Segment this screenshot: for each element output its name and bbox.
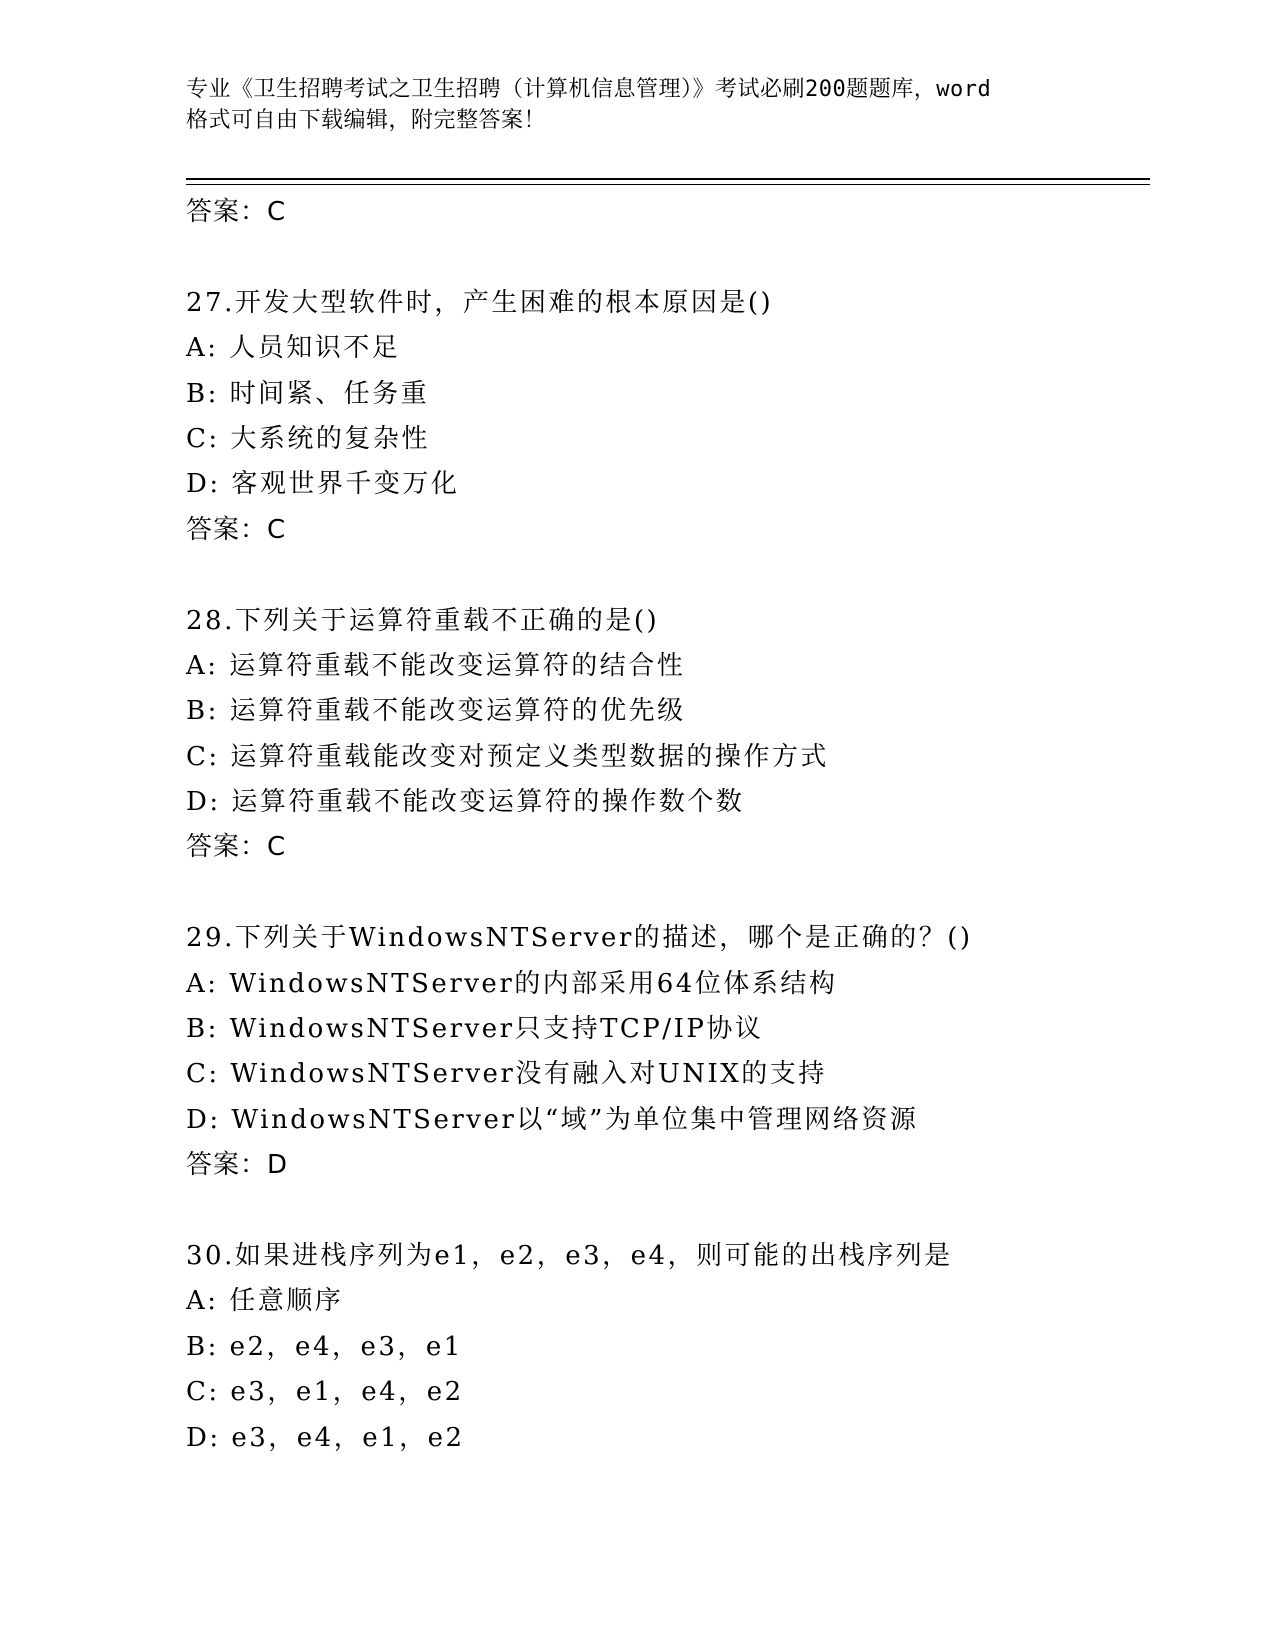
question-stem: 30.如果进栈序列为e1，e2，e3，e4，则可能的出栈序列是: [186, 1240, 953, 1271]
option-c: C: 运算符重载能改变对预定义类型数据的操作方式: [186, 741, 829, 772]
question-block: [186, 281, 1146, 553]
option-b: B: e2，e4，e3，e1: [186, 1331, 463, 1362]
header-divider-thin: [186, 184, 1150, 185]
question-list: [186, 190, 1146, 1461]
question-block: [186, 1234, 1146, 1461]
option-b: B: 时间紧、任务重: [186, 378, 430, 409]
option-b: B: 运算符重载不能改变运算符的优先级: [186, 696, 686, 727]
option-a: A: 人员知识不足: [186, 333, 401, 364]
option-c: C: 大系统的复杂性: [186, 423, 430, 454]
option-d: D: e3，e4，e1，e2: [186, 1422, 465, 1453]
option-d: D: 客观世界千变万化: [186, 469, 460, 500]
spacer: [186, 235, 1146, 280]
spacer: [186, 1189, 1146, 1234]
option-d: D: 运算符重载不能改变运算符的操作数个数: [186, 787, 745, 818]
option-a: A: WindowsNTServer的内部采用64位体系结构: [186, 968, 838, 999]
header-line-2: 格式可自由下载编辑，附完整答案！: [186, 108, 547, 133]
answer-line: 答案：C: [186, 514, 287, 545]
spacer: [186, 553, 1146, 598]
header-divider-thick: [186, 178, 1150, 180]
spacer: [186, 871, 1146, 916]
option-c: C: e3，e1，e4，e2: [186, 1377, 464, 1408]
option-c: C: WindowsNTServer没有融入对UNIX的支持: [186, 1059, 827, 1090]
answer-line: 答案：C: [186, 197, 287, 227]
question-block: [186, 599, 1146, 871]
option-b: B: WindowsNTServer只支持TCP/IP协议: [186, 1014, 764, 1045]
question-block: [186, 916, 1146, 1188]
question-stem: 28.下列关于运算符重载不正确的是(): [186, 605, 660, 636]
header-line-1: 专业《卫生招聘考试之卫生招聘（计算机信息管理）》考试必刷200题题库，word: [186, 77, 992, 102]
question-stem: 29.下列关于WindowsNTServer的描述，哪个是正确的？(): [186, 923, 973, 954]
option-d: D: WindowsNTServer以“域”为单位集中管理网络资源: [186, 1104, 919, 1135]
option-a: A: 运算符重载不能改变运算符的结合性: [186, 650, 686, 681]
answer-line: 答案：C: [186, 832, 287, 863]
question-stem: 27.开发大型软件时，产生困难的根本原因是(): [186, 287, 774, 318]
document-header: [186, 74, 1096, 136]
option-a: A: 任意顺序: [186, 1286, 344, 1317]
answer-line: 答案：D: [186, 1150, 289, 1181]
